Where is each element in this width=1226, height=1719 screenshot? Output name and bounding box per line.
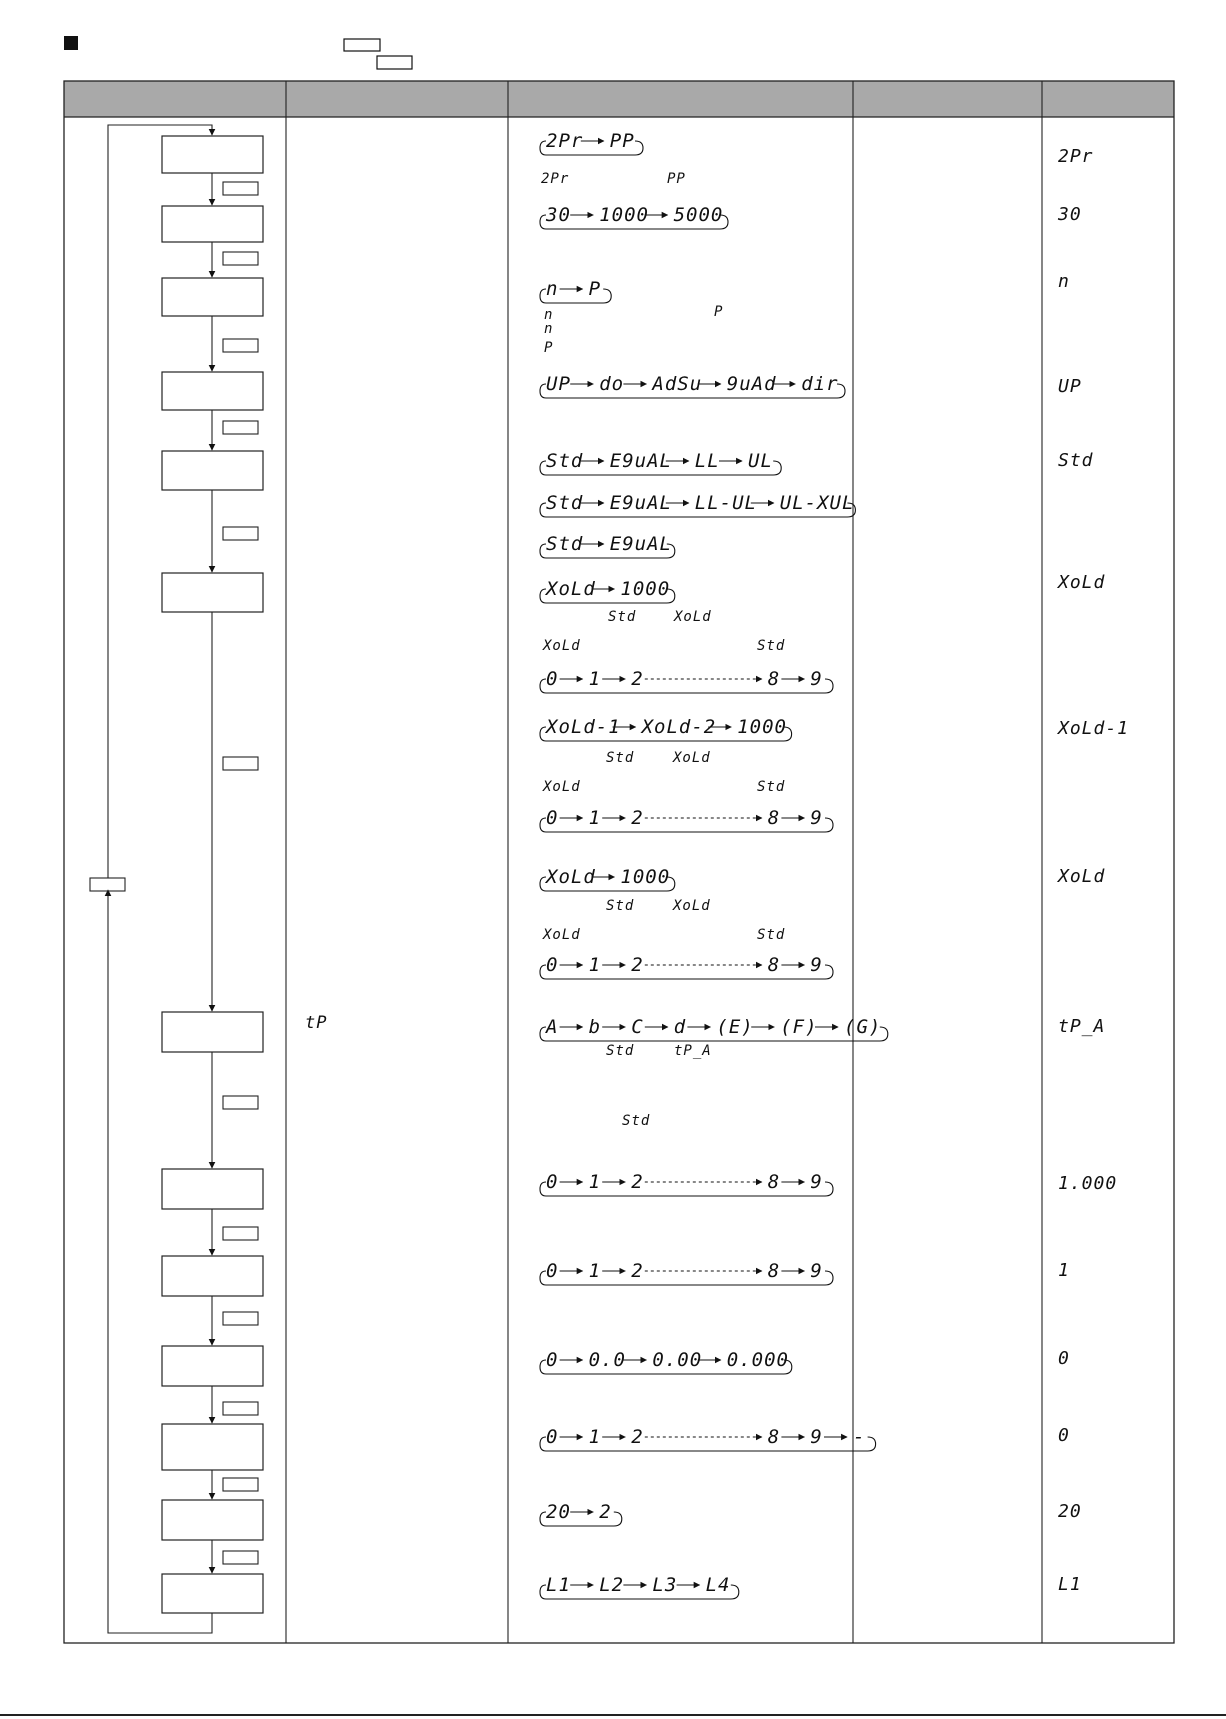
- option-value: 2: [631, 1171, 644, 1193]
- option-value: 0: [546, 1171, 559, 1193]
- option-value: do: [599, 373, 625, 395]
- option-value: 8: [767, 668, 781, 690]
- setting-step-box: [162, 451, 263, 490]
- key-symbol-box: [223, 182, 258, 195]
- option-sequence: [540, 1171, 833, 1196]
- option-value: dir: [801, 373, 839, 395]
- option-value: b: [588, 1016, 602, 1038]
- reference-note: XoLd: [673, 750, 711, 766]
- loop-return-line: [540, 965, 833, 979]
- option-sequence: [540, 578, 675, 603]
- setting-flow-diagram: [90, 125, 263, 1633]
- setting-step-box: [162, 1424, 263, 1470]
- key-symbol-box: [223, 421, 258, 434]
- reference-note: Std: [757, 638, 786, 654]
- option-sequence: [540, 492, 855, 517]
- reference-note: n: [544, 321, 554, 337]
- option-value: E9uAL: [609, 533, 673, 555]
- option-value: P: [588, 278, 602, 300]
- setting-step-box: [162, 278, 263, 316]
- reference-note: 2Pr: [541, 171, 570, 187]
- option-sequence: [540, 450, 781, 475]
- default-value: L1: [1058, 1574, 1082, 1595]
- reference-note: PP: [667, 171, 686, 187]
- option-value: 1: [588, 1426, 602, 1448]
- option-value: 1: [588, 1171, 602, 1193]
- option-value: 0: [546, 807, 559, 829]
- page-bottom-rule: [0, 1714, 1226, 1716]
- default-value: 2Pr: [1058, 146, 1094, 167]
- option-value: 20: [546, 1501, 571, 1523]
- option-sequence: [540, 1260, 833, 1285]
- default-value: Std: [1058, 450, 1094, 471]
- setting-step-box: [162, 1346, 263, 1386]
- option-value: 0: [546, 1260, 559, 1282]
- option-value: L2: [599, 1574, 625, 1596]
- option-sequence: [540, 1016, 888, 1041]
- default-value: tP_A: [1058, 1016, 1106, 1037]
- option-value: n: [546, 278, 559, 300]
- option-sequence: [540, 204, 728, 229]
- setting-step-box: [162, 1169, 263, 1209]
- reference-note: XoLd: [674, 609, 712, 625]
- option-value: 2: [631, 954, 644, 976]
- option-sequence: [540, 1574, 739, 1599]
- reference-note: XoLd: [543, 779, 581, 795]
- option-value: 2: [631, 668, 644, 690]
- option-value: 9: [810, 954, 823, 976]
- loop-return-line: [540, 1271, 833, 1285]
- option-value: 5000: [673, 204, 724, 226]
- default-value: 0: [1058, 1425, 1070, 1446]
- option-value: UP: [546, 373, 571, 395]
- table-header-row: [64, 81, 1174, 117]
- option-value: UL: [748, 450, 773, 472]
- option-sequence: [540, 1349, 792, 1374]
- option-value: 1000: [620, 578, 671, 600]
- default-value: XoLd: [1058, 572, 1106, 593]
- default-value: XoLd-1: [1058, 718, 1130, 739]
- option-value: 9: [810, 1171, 823, 1193]
- option-value: L4: [705, 1574, 731, 1596]
- setting-step-box: [162, 372, 263, 410]
- reference-note: Std: [606, 1043, 635, 1059]
- option-sequence: [540, 278, 611, 303]
- option-value: 1: [588, 668, 602, 690]
- option-sequence: [540, 533, 675, 558]
- default-value-column: [1056, 146, 1129, 1595]
- reference-note: XoLd: [543, 638, 581, 654]
- option-value: 2: [631, 807, 644, 829]
- key-symbol-box: [223, 1312, 258, 1325]
- option-value: 8: [767, 1260, 781, 1282]
- option-sequence: [540, 1426, 876, 1451]
- option-sequence: [540, 954, 833, 979]
- key-symbol-box: [223, 757, 258, 770]
- option-value: E9uAL: [609, 450, 673, 472]
- reference-note: Std: [622, 1113, 651, 1129]
- option-value: Std: [546, 533, 584, 555]
- loop-return-arrow: [108, 890, 212, 1633]
- option-value: 0: [546, 1349, 559, 1371]
- option-value: 1000: [737, 716, 787, 738]
- option-value: PP: [609, 130, 635, 152]
- key-symbol-box: [223, 527, 258, 540]
- reference-note: Std: [606, 898, 635, 914]
- default-value: n: [1058, 271, 1070, 292]
- key-symbol-box: [223, 339, 258, 352]
- option-sequence-column: [540, 130, 888, 1599]
- option-value: Std: [546, 492, 584, 514]
- key-symbol-box: [90, 878, 125, 891]
- default-value: UP: [1058, 376, 1082, 397]
- option-sequence: [540, 866, 675, 891]
- option-value: 1: [588, 954, 602, 976]
- option-value: E9uAL: [609, 492, 673, 514]
- reference-note: Std: [606, 750, 635, 766]
- option-value: LL: [694, 450, 720, 472]
- option-value: 9: [810, 1260, 823, 1282]
- option-value: 8: [767, 807, 781, 829]
- option-value: L3: [652, 1574, 678, 1596]
- reference-note: Std: [757, 779, 786, 795]
- option-value: 0.000: [726, 1349, 790, 1371]
- key-symbol-box: [223, 1478, 258, 1491]
- option-value: LL-UL: [694, 492, 758, 514]
- option-value: XoLd-2: [641, 716, 717, 738]
- option-value: 2: [631, 1426, 644, 1448]
- option-value: (G): [844, 1016, 882, 1038]
- option-value: 0: [546, 1426, 559, 1448]
- option-value: 30: [546, 204, 571, 226]
- option-value: 9: [810, 668, 823, 690]
- option-value: XoLd-1: [546, 716, 621, 738]
- option-sequence: [540, 1501, 622, 1526]
- key-symbol-box: [223, 252, 258, 265]
- setting-step-box: [162, 573, 263, 612]
- key-symbol-box: [344, 39, 380, 51]
- option-sequence: [540, 716, 792, 741]
- settings-table: [64, 81, 1174, 1643]
- setting-step-box: [162, 1256, 263, 1296]
- key-symbol-box: [377, 56, 412, 69]
- reference-note: P: [544, 340, 554, 356]
- setting-step-box: [162, 1574, 263, 1613]
- key-symbol-box: [223, 1227, 258, 1240]
- setting-step-box: [162, 136, 263, 173]
- black-square-icon: [64, 36, 78, 50]
- option-value: L1: [546, 1574, 571, 1596]
- option-value: 1000: [599, 204, 649, 226]
- option-value: 1: [588, 1260, 602, 1282]
- option-value: (F): [780, 1016, 818, 1038]
- option-value: Std: [546, 450, 584, 472]
- option-value: 0: [546, 954, 559, 976]
- option-value: 9: [810, 1426, 823, 1448]
- setting-step-box: [162, 1012, 263, 1052]
- loop-return-arrow: [108, 125, 212, 878]
- option-sequence: [540, 668, 833, 693]
- option-value: -: [853, 1426, 866, 1448]
- option-value: C: [631, 1016, 644, 1038]
- option-value: 1: [588, 807, 602, 829]
- option-value: AdSu: [652, 373, 703, 395]
- key-symbol-box: [223, 1402, 258, 1415]
- default-value: 1: [1058, 1260, 1070, 1281]
- option-sequence: [540, 130, 643, 155]
- setting-step-box: [162, 1500, 263, 1540]
- option-value: 0: [546, 668, 559, 690]
- reference-note: P: [714, 304, 724, 320]
- option-value: A: [546, 1016, 559, 1038]
- description-code: tP: [305, 1013, 328, 1033]
- loop-return-line: [540, 679, 833, 693]
- reference-note: Std: [757, 927, 786, 943]
- loop-return-line: [540, 1182, 833, 1196]
- default-value: 30: [1058, 204, 1082, 225]
- default-value: 0: [1058, 1348, 1070, 1369]
- option-value: 9uAd: [726, 373, 777, 395]
- option-value: d: [673, 1016, 687, 1038]
- option-value: XoLd: [546, 866, 596, 888]
- loop-return-line: [540, 818, 833, 832]
- option-value: UL-XUL: [779, 492, 855, 514]
- option-value: 1000: [620, 866, 671, 888]
- default-value: XoLd: [1058, 866, 1106, 887]
- option-value: 0.0: [588, 1349, 626, 1371]
- option-value: 8: [767, 954, 781, 976]
- option-value: 8: [767, 1171, 781, 1193]
- reference-note: Std: [608, 609, 637, 625]
- option-value: 2: [599, 1501, 612, 1523]
- option-value: 0.00: [652, 1349, 703, 1371]
- option-value: 2Pr: [546, 130, 584, 152]
- default-value: 20: [1058, 1501, 1082, 1522]
- option-value: XoLd: [546, 578, 596, 600]
- option-value: 2: [631, 1260, 644, 1282]
- option-value: 9: [810, 807, 823, 829]
- reference-note: XoLd: [543, 927, 581, 943]
- key-symbol-box: [223, 1551, 258, 1564]
- default-value: 1.000: [1058, 1173, 1118, 1194]
- reference-note: XoLd: [673, 898, 711, 914]
- option-value: (E): [716, 1016, 754, 1038]
- option-sequence: [540, 373, 845, 398]
- key-symbol-box: [223, 1096, 258, 1109]
- option-sequence: [540, 807, 833, 832]
- reference-note: tP_A: [674, 1043, 712, 1059]
- setting-step-box: [162, 206, 263, 242]
- reference-note: n: [544, 307, 554, 323]
- option-value: 8: [767, 1426, 781, 1448]
